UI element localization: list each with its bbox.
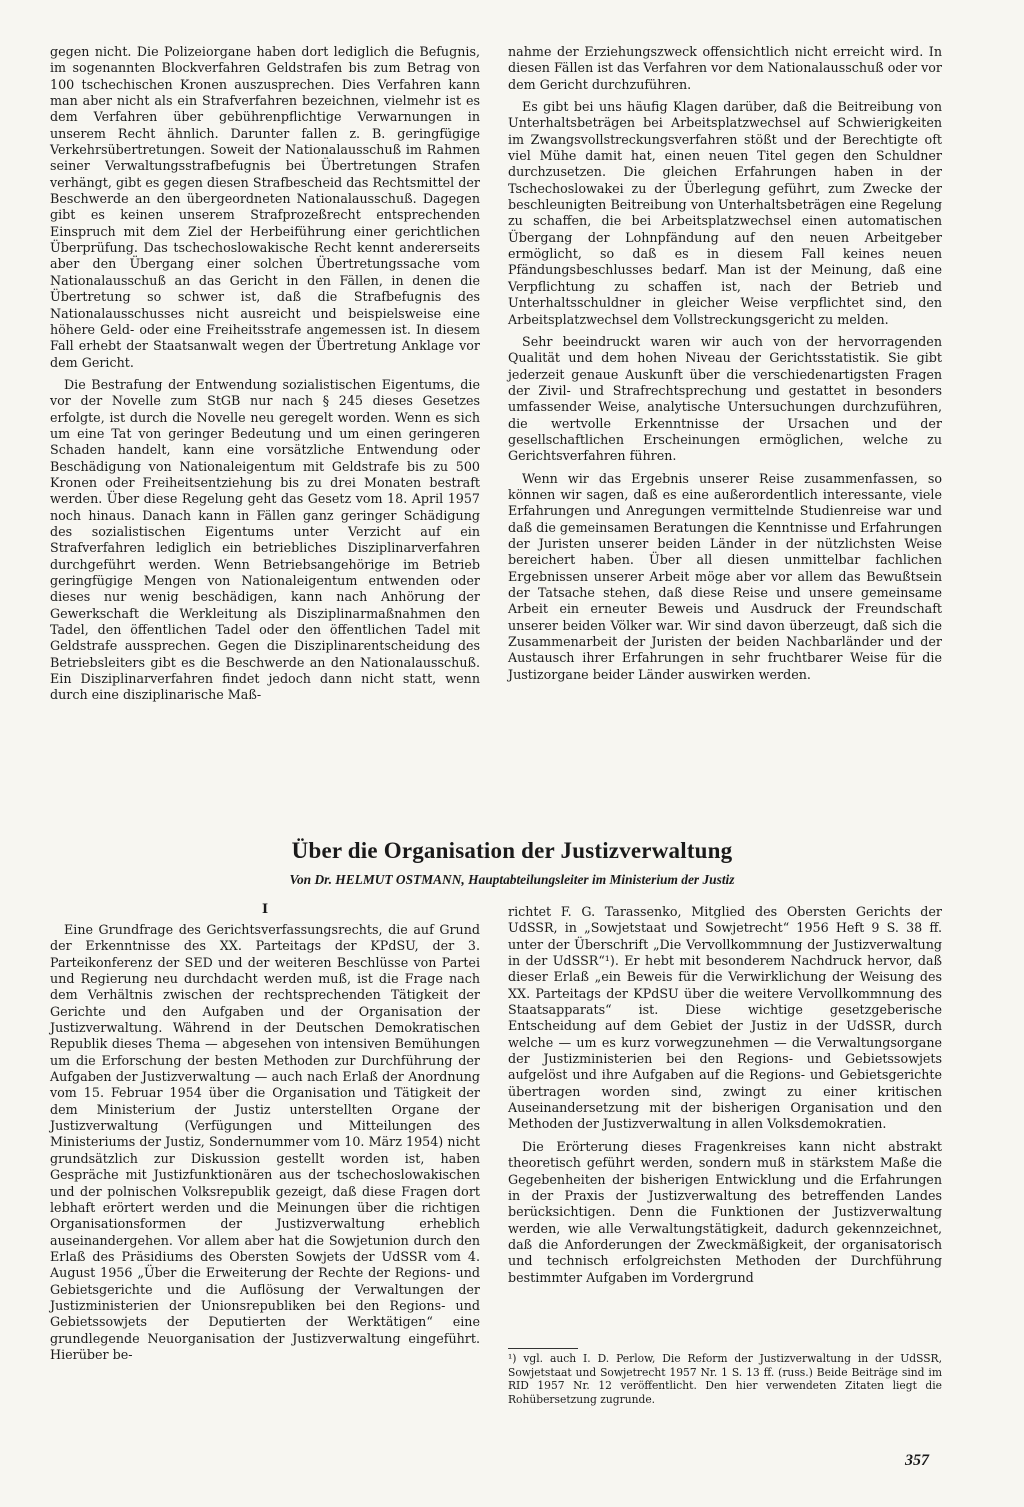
page-number: 357 xyxy=(905,1452,929,1469)
paragraph: Sehr beeindruckt waren wir auch von der hervorragenden Qualität und dem hohen Niveau der Gerichtsstatistik. Sie gibt jederzeit genaue Auskunft über die verschiedenartigsten Fragen der Zivil- und Strafrechtsprechung und gestattet in besonders umfassender Weise, analytische Untersuchungen durchzuführen, die wertvolle Erkenntnisse der Ursachen und der gesellschaftlichen Erscheinungen ermöglichen, welche zu Gerichtsverfahren führen. xyxy=(508,333,942,464)
footnote-divider xyxy=(508,1348,578,1349)
article-byline: Von Dr. HELMUT OSTMANN, Hauptabteilungsleiter im Ministerium der Justiz xyxy=(289,872,735,887)
paragraph: Es gibt bei uns häufig Klagen darüber, daß die Beitreibung von Unterhaltsbeträgen bei Arbeitsplatzwechsel auf Schwierigkeiten im Zwangsvollstreckungsverfahren stößt und der Berechtigte oft viel Mühe damit hat, einen neuen Titel gegen den Schuldner durchzusetzen. Die gleichen Erfahrungen haben in der Tschechoslowakei zu der Überlegung geführt, zum Zwecke der beschleunigten Beitreibung von Unterhaltsbeträgen eine Regelung zu schaffen, die bei Arbeitsplatzwechsel einen automatischen Übergang der Lohnpfändung auf den neuen Arbeitgeber ermöglicht, so daß es in diesem Fall keines neuen Pfändungsbeschlusses bedarf. Man ist der Meinung, daß eine Verpflichtung zu schaffen ist, nach der Betrieb und Unterhaltsschuldner in gleicher Weise verpflichtet sind, den Arbeitsplatzwechsel dem Vollstreckungsgericht zu melden. xyxy=(508,99,942,327)
paragraph: richtet F. G. Tarassenko, Mitglied des Obersten Gerichts der UdSSR, in „Sowjetstaat und Sowjetrecht“ 1956 Heft 9 S. 38 ff. unter der Überschrift „Die Vervollkommnung der Justizverwaltung in der UdSSR“¹). Er hebt mit besonderem Nachdruck hervor, daß dieser Erlaß „ein Beweis für die Verwirklichung der Weisung des XX. Parteitags der KPdSU über die weitere Vervollkommnung des Staatsapparats“ ist. Diese wichtige gesetzgeberische Entscheidung auf dem Gebiet der Justiz in der UdSSR, durch welche — um es kurz vorwegzunehmen — die Verwaltungsorgane der Justizministerien bei den Regions- und Gebietssowjets aufgelöst und ihre Aufgaben auf die Regions- und Gebietsgerichte übertragen worden sind, zwingt zu einer kritischen Auseinandersetzung mit der bisherigen Organisation und den Methoden der Justizverwaltung in allen Volksdemokratien. xyxy=(508,904,942,1132)
column-top-left xyxy=(50,44,480,710)
paragraph: gegen nicht. Die Polizeiorgane haben dort lediglich die Befugnis, im sogenannten Blockverfahren Geldstrafen bis zum Betrag von 100 tschechischen Kronen auszusprechen. Dies Verfahren kann man aber nicht als ein Strafverfahren bezeichnen, vielmehr ist es dem Verfahren über gebührenpflichtige Verwarnungen in unserem Recht ähnlich. Darunter fallen z. B. geringfügige Verkehrsübertretungen. Soweit der Nationalausschuß im Rahmen seiner Verwaltungsstrafbefugnis bei Übertretungen Strafen verhängt, gibt es gegen diesen Strafbescheid das Rechtsmittel der Beschwerde an den übergeordneten Nationalausschuß. Dagegen gibt es keinen unserem Strafprozeßrecht entsprechenden Einspruch mit dem Ziel der Herbeiführung einer gerichtlichen Überprüfung. Das tschechoslowakische Recht kennt andererseits aber den Übergang einer solchen Übertretungssache vom Nationalausschuß an das Gericht in den Fällen, in denen die Übertretung so schwer ist, daß die Strafbefugnis des Nationalausschusses nicht ausreicht und beispielsweise eine höhere Geld- oder eine Freiheitsstrafe angemessen ist. In diesem Fall erhebt der Staatsanwalt wegen der Übertretung Anklage vor dem Gericht. xyxy=(50,44,480,370)
paragraph: Wenn wir das Ergebnis unserer Reise zusammenfassen, so können wir sagen, daß es eine außerordentlich interessante, viele Erfahrungen und Anregungen vermittelnde Studienreise war und daß die gemeinsamen Beratungen die Kenntnisse und Erfahrungen der Juristen unserer beiden Länder in der nützlichsten Weise bereichert haben. Über all diesen unmittelbar fachlichen Ergebnissen unserer Arbeit möge aber vor allem das Bewußtsein der Tatsache stehen, daß diese Reise und unsere gemeinsame Arbeit ein erneuter Beweis und Ausdruck der Freundschaft unserer beiden Völker war. Wir sind davon überzeugt, daß sich die Zusammenarbeit der Juristen der beiden Nachbarländer und der Austausch ihrer Erfahrungen in sehr fruchtbarer Weise für die Justizorgane beider Länder auswirken werden. xyxy=(508,470,942,682)
column-top-right xyxy=(508,44,942,689)
column-bottom-left xyxy=(50,922,480,1369)
paragraph: Eine Grundfrage des Gerichtsverfassungsrechts, die auf Grund der Erkenntnisse des XX. Parteitags der KPdSU, der 3. Parteikonferenz der SED und der weiteren Beschlüsse von Partei und Regierung neu durchdacht werden muß, ist die Frage nach dem Verhältnis zwischen der rechtsprechenden Tätigkeit der Gerichte und den Aufgaben und der Organisation der Justizverwaltung. Während in der Deutschen Demokratischen Republik dieses Thema — abgesehen von intensiven Bemühungen um die Erforschung der besten Methoden zur Durchführung der Aufgaben der Justizverwaltung — auch nach Erlaß der Anordnung vom 15. Februar 1954 über die Organisation und Tätigkeit der dem Ministerium der Justiz unterstellten Organe der Justizverwaltung (Verfügungen und Mitteilungen des Ministeriums der Justiz, Sondernummer vom 10. März 1954) nicht grundsätzlich zur Diskussion gestellt worden ist, haben Gespräche mit Justizfunktionären aus der tschechoslowakischen und der polnischen Volksrepublik gezeigt, daß diese Fragen dort lebhaft erörtert werden und die Meinungen über die richtigen Organisationsformen der Justizverwaltung erheblich auseinandergehen. Vor allem aber hat die Sowjetunion durch den Erlaß des Präsidiums des Obersten Sowjets der UdSSR vom 4. August 1956 „Über die Erweiterung der Rechte der Regions- und Gebietsgerichte und die Auflösung der Verwaltungen der Justizministerien der Unionsrepubliken bei den Regions- und Gebietssowjets der Deputierten der Werktätigen“ eine grundlegende Neuorganisation der Justizverwaltung eingeführt. Hierüber be- xyxy=(50,922,480,1362)
footnote: ¹) vgl. auch I. D. Perlow, Die Reform der Justizverwaltung in der UdSSR, Sowjetstaat und Sowjetrecht 1957 Nr. 1 S. 13 ff. (russ.) Beide Beiträge sind im RID 1957 Nr. 12 veröffentlicht. Den hier verwendeten Zitaten liegt die Rohübersetzung zugrunde. xyxy=(508,1352,942,1407)
paragraph: nahme der Erziehungszweck offensichtlich nicht erreicht wird. In diesen Fällen ist das Verfahren vor dem Nationalausschuß oder vor dem Gericht durchzuführen. xyxy=(508,44,942,92)
column-bottom-right xyxy=(508,904,942,1292)
paragraph: Die Erörterung dieses Fragenkreises kann nicht abstrakt theoretisch geführt werden, sondern muß in stärkstem Maße die Gegebenheiten der bisherigen Entwicklung und die Erfahrungen in der Praxis der Justizverwaltung des betreffenden Landes berücksichtigen. Denn die Funktionen der Justizverwaltung werden, wie alle Verwaltungstätigkeit, dadurch gekennzeichnet, daß die Anforderungen der Zweckmäßigkeit, der organisatorisch und technisch erfolgreichsten Methoden der Durchführung bestimmter Aufgaben im Vordergrund xyxy=(508,1138,942,1285)
article-title: Über die Organisation der Justizverwaltung xyxy=(291,838,733,863)
paragraph: Die Bestrafung der Entwendung sozialistischen Eigentums, die vor der Novelle zum StGB nur nach § 245 dieses Gesetzes erfolgte, ist durch die Novelle neu geregelt worden. Wenn es sich um eine Tat von geringer Bedeutung und um einen geringeren Schaden handelt, kann eine vorsätzliche Entwendung oder Beschädigung von Nationaleigentum mit Geldstrafe bis zu 500 Kronen oder Freiheitsentziehung bis zu drei Monaten bestraft werden. Über diese Regelung geht das Gesetz vom 18. April 1957 noch hinaus. Danach kann in Fällen ganz geringer Schädigung des sozialistischen Eigentums unter Verzicht auf ein Strafverfahren lediglich ein betriebliches Disziplinarverfahren durchgeführt werden. Wenn Betriebsangehörige im Betrieb geringfügige Mengen von Nationaleigentum entwenden oder dieses nur wenig beschädigen, kann nach Anhörung der Gewerkschaft die Werkleitung als Disziplinarmaßnahmen den Tadel, den öffentlichen Tadel oder den öffentlichen Tadel mit Geldstrafe aussprechen. Gegen die Disziplinarentscheidung des Betriebsleiters gibt es die Beschwerde an den Nationalausschuß. Ein Disziplinarverfahren findet jedoch dann nicht statt, wenn durch eine disziplinarische Maß- xyxy=(50,376,480,703)
section-number: I xyxy=(261,902,269,917)
